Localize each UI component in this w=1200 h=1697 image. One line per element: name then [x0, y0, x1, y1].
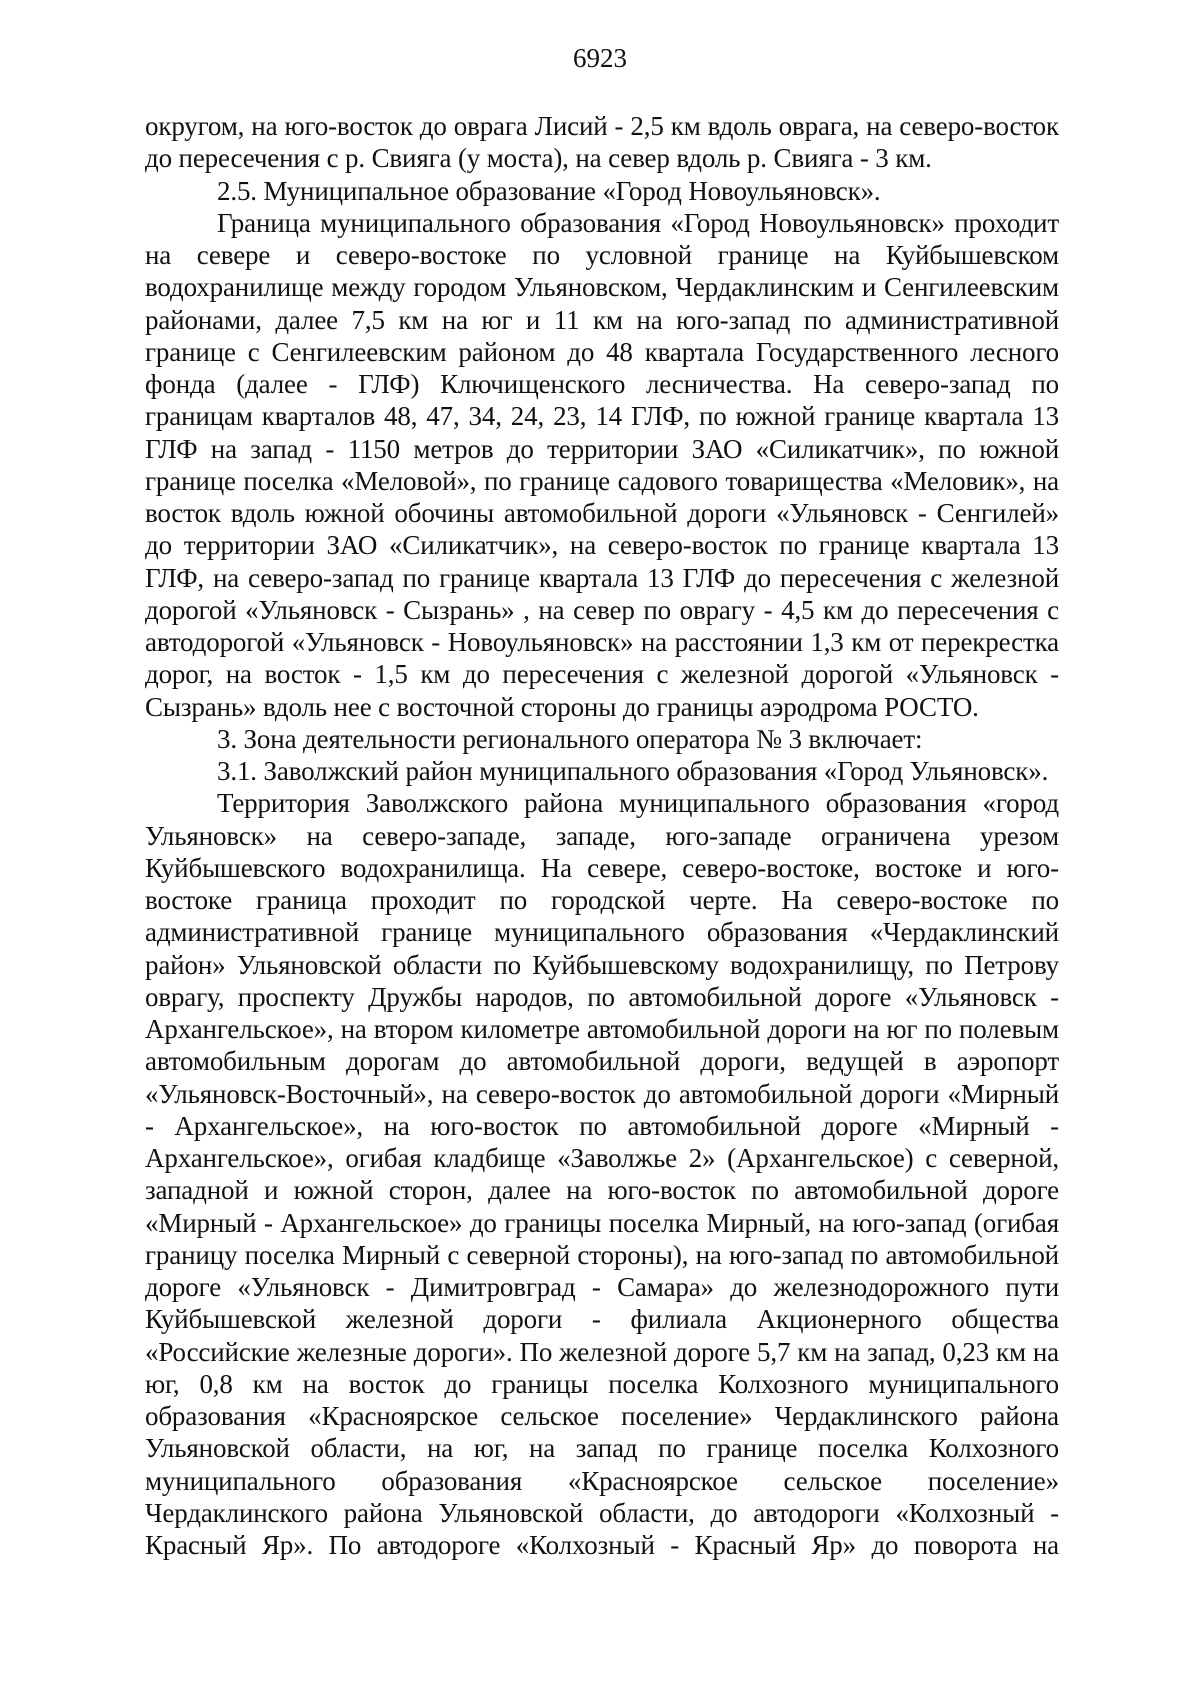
paragraph-section-3-heading: 3. Зона деятельности регионального оператора № 3 включает:	[217, 723, 923, 754]
paragraph-okrug-continuation: округом, на юго-восток до оврага Лисий - 2,5 км вдоль оврага, на северо-восток до пересечения с р. Свияга (у моста), на север вдоль р. Свияга - 3 км.	[145, 111, 1059, 174]
paragraph-section-2-5-heading: 2.5. Муниципальное образование «Город Новоульяновск».	[217, 175, 881, 206]
paragraph-novoulyanovsk-boundary: Граница муниципального образования «Город Новоульяновск» проходит на севере и северо-востоке по условной границе на Куйбышевском водохранилище между городом Ульяновском, Чердаклинским и Сенгилеевским районами, далее 7,5 км на юг и 11 км на юго-запад по административной границе с Сенгилеевским районом до 48 квартала Государственного лесного фонда (далее - ГЛФ) Ключищенского лесничества. На северо-запад по границам кварталов 48, 47, 34, 24, 23, 14 ГЛФ, по южной границе квартала 13 ГЛФ на запад - 1150 метров до территории ЗАО «Силикатчик», по южной границе поселка «Меловой», по границе садового товарищества «Меловик», на восток вдоль южной обочины автомобильной дороги «Ульяновск - Сенгилей» до территории ЗАО «Силикатчик», на северо-восток по границе квартала 13 ГЛФ, на северо-запад по границе квартала 13 ГЛФ до пересечения с железной дорогой «Ульяновск - Сызрань» , на север по оврагу - 4,5 км до пересечения с автодорогой «Ульяновск - Новоульяновск» на расстоянии 1,3 км от перекрестка дорог, на восток - 1,5 км до пересечения с железной дорогой «Ульяновск - Сызрань» вдоль нее с восточной стороны до границы аэродрома РОСТО.	[145, 207, 1059, 722]
paragraph-zavolzhsky-territory: Территория Заволжского района муниципального образования «город Ульяновск» на северо-западе, западе, юго-западе ограничена урезом Куйбышевского водохранилища. На севере, северо-востоке, востоке и юго-востоке граница проходит по городской черте. На северо-востоке по административной границе муниципального образования «Чердаклинский район» Ульяновской области по Куйбышевскому водохранилищу, по Петрову оврагу, проспекту Дружбы народов, по автомобильной дороге «Ульяновск - Архангельское», на втором километре автомобильной дороги на юг по полевым автомобильным дорогам до автомобильной дороги, ведущей в аэропорт «Ульяновск-Восточный», на северо-восток до автомобильной дороги «Мирный - Архангельское», на юго-восток по автомобильной дороге «Мирный - Архангельское», огибая кладбище «Заволжье 2» (Архангельское) с северной, западной и южной сторон, далее на юго-восток по автомобильной дороге «Мирный - Архангельское» до границы поселка Мирный, на юго-запад (огибая границу поселка Мирный с северной стороны), на юго-запад по автомобильной дороге «Ульяновск - Димитровград - Самара» до железнодорожного пути Куйбышевской железной дороги - филиала Акционерного общества «Российские железные дороги». По железной дороге 5,7 км на запад, 0,23 км на юг, 0,8 км на восток до границы поселка Колхозного муниципального образования «Красноярское сельское поселение» Чердаклинского района Ульяновской области, на юг, на запад по границе поселка Колхозного муниципального образования «Красноярское сельское поселение» Чердаклинского района Ульяновской области, до автодороги «Колхозный - Красный Яр». По автодороге «Колхозный - Красный Яр» до поворота на	[145, 788, 1059, 1560]
document-body	[145, 110, 1059, 1561]
page-number: 6923	[573, 43, 627, 73]
paragraph-section-3-1-heading: 3.1. Заволжский район муниципального образования «Город Ульяновск».	[217, 756, 1049, 786]
